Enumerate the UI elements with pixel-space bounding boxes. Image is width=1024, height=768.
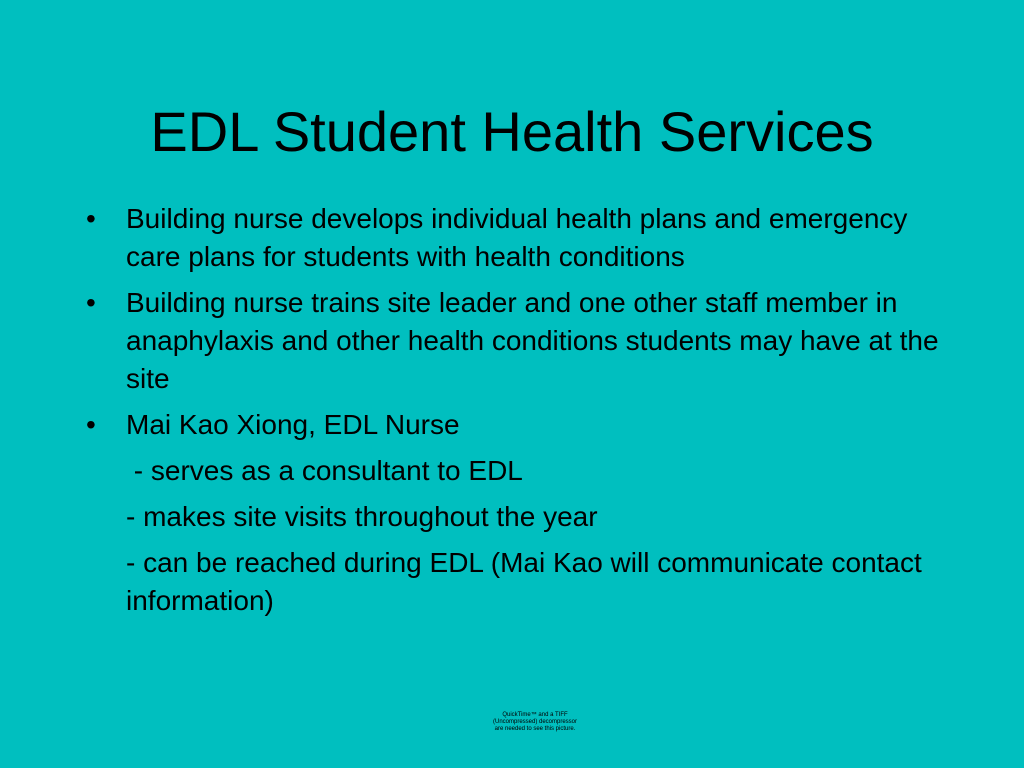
embedded-image-placeholder-note: QuickTime™ and a TIFF (Uncompressed) decompressor are needed to see this picture.: [492, 712, 578, 732]
slide-title: EDL Student Health Services: [150, 100, 874, 163]
slide-content: [86, 200, 946, 628]
bullet-mark: •: [86, 409, 96, 440]
bullet-text: Building nurse develops individual health plans and emergency care plans for students with health conditions: [126, 203, 908, 272]
bullet-item: [86, 406, 946, 444]
bullet-item: [86, 200, 946, 276]
bullet-text: Mai Kao Xiong, EDL Nurse: [126, 409, 460, 440]
sub-line: - serves as a consultant to EDL: [126, 455, 523, 486]
sub-line: - can be reached during EDL (Mai Kao will communicate contact information): [126, 547, 938, 616]
bullet-item: [86, 284, 946, 398]
bullet-mark: •: [86, 287, 96, 318]
bullet-mark: •: [86, 203, 96, 234]
sub-line: - makes site visits throughout the year: [126, 501, 598, 532]
bullet-text: Building nurse trains site leader and one other staff member in anaphylaxis and other health conditions students may have at the site: [126, 287, 939, 394]
